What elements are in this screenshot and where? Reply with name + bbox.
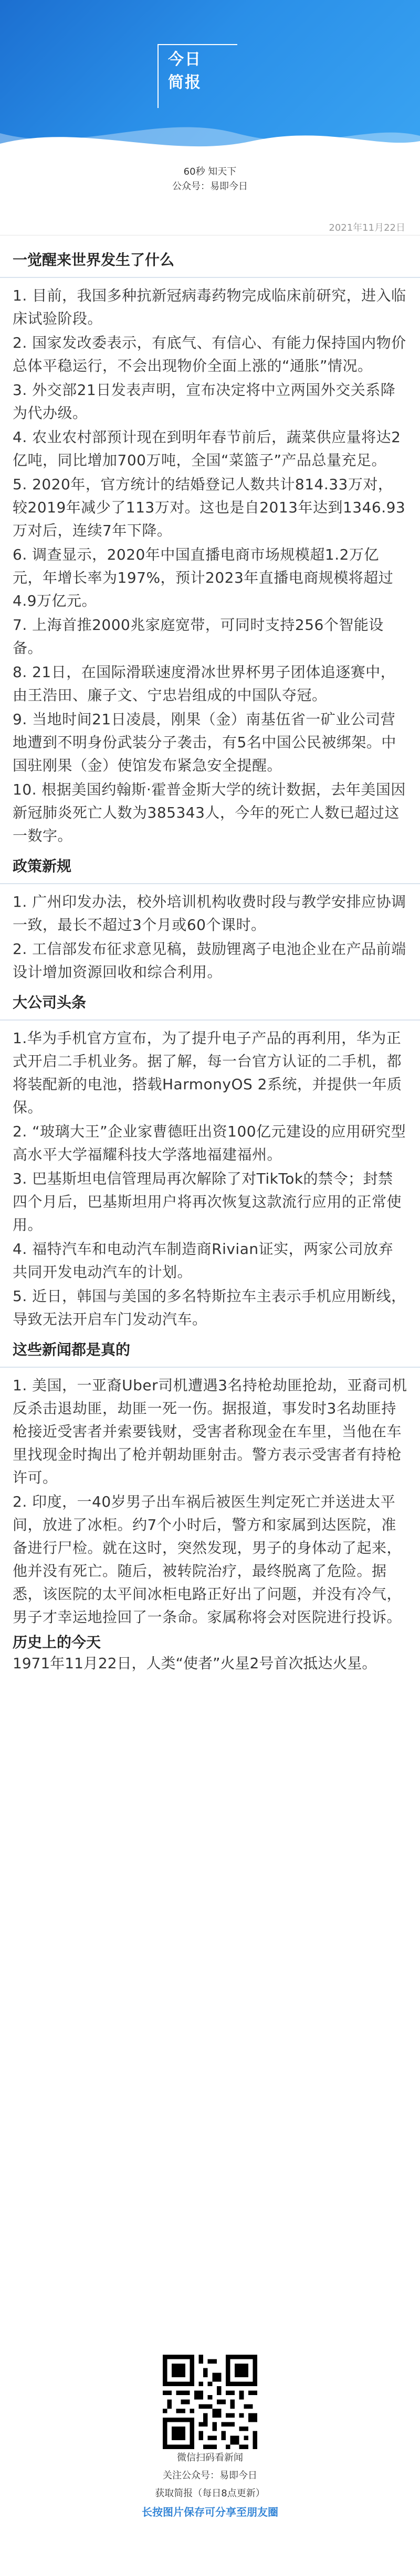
source-block (0, 165, 420, 194)
news-item: 2. 工信部发布征求意见稿，鼓励锂离子电池企业在产品前端设计增加资源回收和综合利用。 (13, 940, 406, 981)
news-item: 5. 近日，韩国与美国的多名特斯拉车主表示手机应用断线，导致无法开启车门发动汽车。 (13, 1287, 406, 1328)
news-item: 1. 目前，我国多种抗新冠病毒药物完成临床前研究，进入临床试验阶段。 (13, 287, 406, 327)
news-item: 9. 当地时间21日凌晨，刚果（金）南基伍省一矿业公司营地遭到不明身份武装分子袭击，有5名中国公民被绑架。中国驻刚果（金）使馆发布紧急安全提醒。 (13, 711, 396, 774)
share-hint-link[interactable]: 长按图片保存可分享至朋友圈 (142, 2506, 278, 2518)
footer (0, 2355, 420, 2521)
title-line2: 简报 (168, 73, 202, 92)
news-item: 2. “玻璃大王”企业家曹德旺出资100亿元建设的应用研究型高水平大学福耀科技大学落地福建福州。 (13, 1123, 406, 1163)
section-policy (0, 849, 420, 984)
page-title (168, 48, 215, 94)
news-content (0, 242, 420, 1675)
wave-decoration (0, 112, 420, 157)
history-title: 历史上的今天 (13, 1634, 101, 1651)
news-item: 7. 上海首推2000兆家庭宽带，可同时支持256个智能设备。 (13, 616, 384, 657)
section-title: 政策新规 (0, 849, 420, 884)
news-item: 1. 广州印发办法，校外培训机构收费时段与教学安排应协调一致，最长不超过3个月或60个课时。 (13, 893, 406, 933)
section-title: 这些新闻都是真的 (0, 1332, 420, 1368)
news-item: 2. 国家发改委表示，有底气、有信心、有能力保持国内物价总体平稳运行，不会出现物价全面上涨的“通胀”情况。 (13, 334, 406, 374)
news-item: 4. 农业农村部预计现在到明年春节前后，蔬菜供应量将达2亿吨，同比增加700万吨，全国“菜篮子”产品总量充足。 (13, 428, 401, 469)
section-world (0, 242, 420, 847)
header-banner (0, 0, 420, 157)
news-item: 6. 调查显示，2020年中国直播电商市场规模超1.2万亿元，年增长率为197%，预计2023年直播电商规模将超过4.9万亿元。 (13, 546, 394, 609)
account-line: 公众号：易即今日 (172, 181, 248, 192)
section-title: 一觉醒来世界发生了什么 (0, 242, 420, 278)
news-item: 2. 印度，一40岁男子出车祸后被医生判定死亡并送进太平间，放进了冰柜。约7个小时后，警方和家属到达医院，准备进行尸检。就在这时，突然发现，男子的身体动了起来，他并没有死亡。随后，被转院治疗，最终脱离了危险。据悉，该医院的太平间冰柜电路正好出了问题，并没有冷气，男子才幸运地捡回了一条命。家属称将会对医院进行投诉。 (13, 1493, 402, 1626)
news-item: 3. 巴基斯坦电信管理局再次解除了对TikTok的禁令；封禁四个月后，巴基斯坦用户将再次恢复这款流行应用的正常使用。 (13, 1170, 402, 1233)
news-item: 10. 根据美国约翰斯·霍普金斯大学的统计数据，去年美国因新冠肺炎死亡人数为385343人，今年的死亡人数已超过这一数字。 (13, 781, 406, 844)
footer-scan-line: 微信扫码看新闻 (177, 2452, 243, 2463)
news-item: 8. 21日，在国际滑联速度滑冰世界杯男子团体追逐赛中，由王浩田、廉子文、宁忠岩组成的中国队夺冠。 (13, 663, 396, 704)
date-label: 2021年11月22日 (329, 222, 405, 233)
news-item: 5. 2020年，官方统计的结婚登记人数共计814.33万对，较2019年减少了113万对。这也是自2013年达到1346.93万对后，连续7年下降。 (13, 476, 406, 539)
section-true-news (0, 1332, 420, 1629)
section-title: 大公司头条 (0, 985, 420, 1021)
section-companies (0, 985, 420, 1331)
news-item: 3. 外交部21日发表声明，宣布决定将中立两国外交关系降为代办级。 (13, 381, 396, 422)
news-item: 1.华为手机官方宣布，为了提升电子产品的再利用，华为正式开启二手机业务。据了解，每一台官方认证的二手机，都将装配新的电池，搭载HarmonyOS 2系统，并提供一年质保。 (13, 1029, 402, 1116)
footer-account-line: 关注公众号：易即今日 (163, 2470, 257, 2481)
title-line1: 今日 (168, 50, 202, 69)
footer-update-line: 获取简报（每日8点更新） (155, 2488, 265, 2499)
news-item: 4. 福特汽车和电动汽车制造商Rivian证实，两家公司放弃共同开发电动汽车的计划。 (13, 1240, 394, 1281)
source-line: 60秒 知天下 (183, 166, 237, 177)
history-text: 1971年11月22日，人类“使者”火星2号首次抵达火星。 (13, 1655, 377, 1672)
qr-code-icon[interactable] (163, 2355, 257, 2449)
news-item: 1. 美国，一亚裔Uber司机遭遇3名持枪劫匪抢劫，亚裔司机反杀击退劫匪，劫匪一死一伤。据报道，事发时3名劫匪持枪接近受害者并索要钱财，受害者称现金在车里，当他在车里找现金时掏出了枪并朝劫匪射击。警方表示受害者有持枪许可。 (13, 1377, 407, 1486)
